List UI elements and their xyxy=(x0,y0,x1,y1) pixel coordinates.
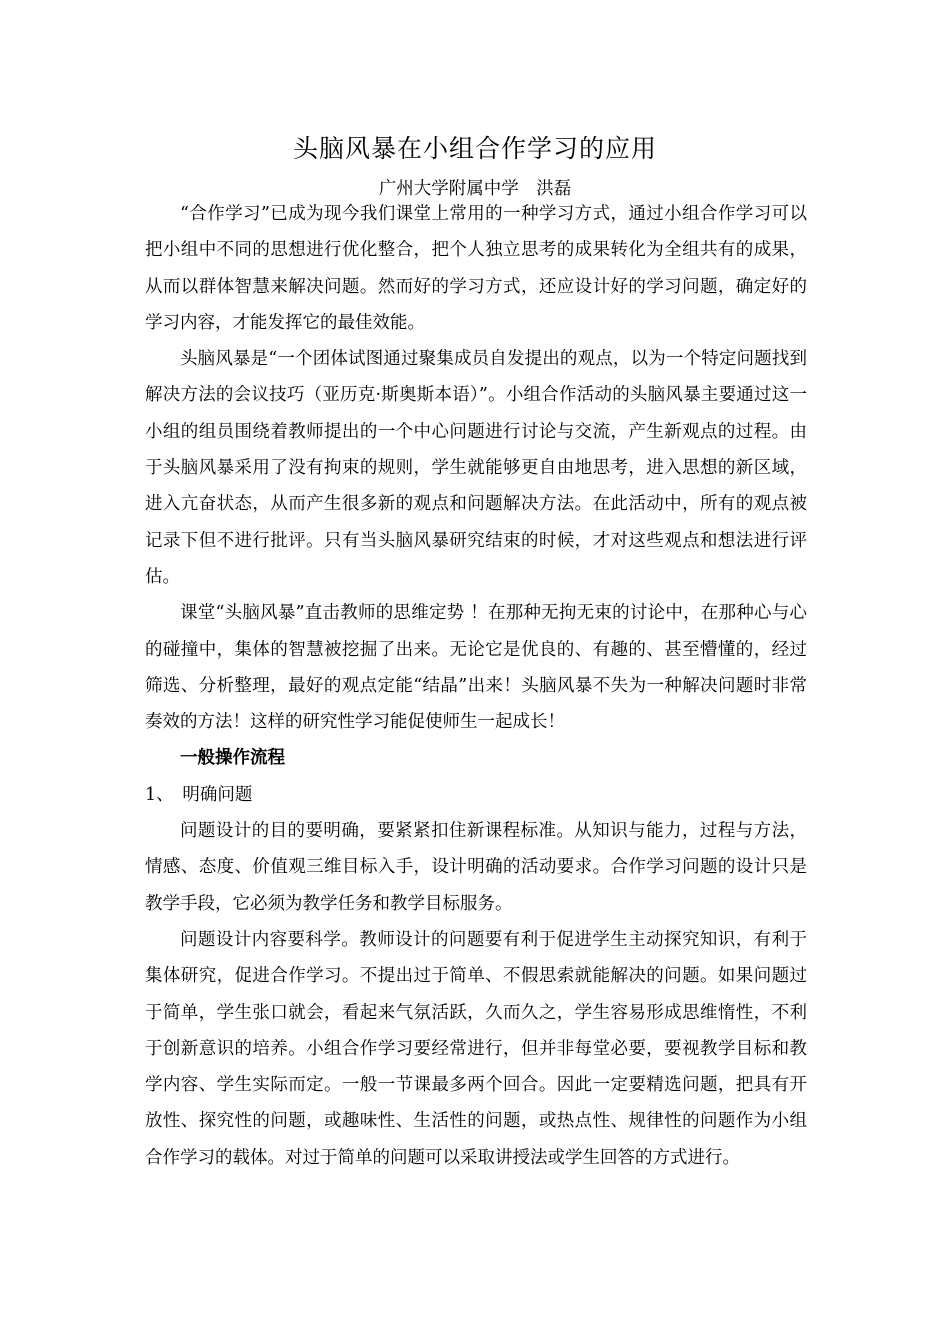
paragraph-content: 问题设计内容要科学。教师设计的问题要有利于促进学生主动探究知识，有利于集体研究，促进合作学习。不提出过于简单、不假思索就能解决的问题。如果问题过于简单，学生张口就会，看起来气氛活跃，久而久之，学生容易形成思维惰性，不利于创新意识的培养。小组合作学习要经常进行，但并非每堂必要，要视教学目标和教学内容、学生实际而定。一般一节课最多两个回合。因此一定要精选问题，把具有开放性、探究性的问题，或趣味性、生活性的问题，或热点性、规律性的问题作为小组合作学习的载体。对过于简单的问题可以采取讲授法或学生回答的方式进行。 xyxy=(145,929,807,1168)
paragraph-purpose: 问题设计的目的要明确，要紧紧扣住新课程标准。从知识与能力，过程与方法，情感、态度、价值观三维目标入手，设计明确的活动要求。合作学习问题的设计只是教学手段，它必须为教学任务和教学目标服务。 xyxy=(145,821,807,914)
document-title: 头脑风暴在小组合作学习的应用 xyxy=(292,134,657,163)
paragraph-definition: 头脑风暴是“一个团体试图通过聚集成员自发提出的观点，以为一个特定问题找到解决方法的会议技巧（亚历克·斯奥斯本语）”。小组合作活动的头脑风暴主要通过这一小组的组员围绕着教师提出的一个中心问题进行讨论与交流，产生新观点的过程。由于头脑风暴采用了没有拘束的规则，学生就能够更自由地思考，进入思想的新区域，进入亢奋状态，从而产生很多新的观点和问题解决方法。在此活动中，所有的观点被记录下但不进行批评。只有当头脑风暴研究结束的时候，才对这些观点和想法进行评估。 xyxy=(145,349,807,587)
paragraph-classroom: 课堂“头脑风暴”直击教师的思维定势 ！在那种无拘无束的讨论中，在那种心与心的碰撞中，集体的智慧被挖掘了出来。无论它是优良的、有趣的、甚至懵懂的，经过筛选、分析整理，最好的观点定能“结晶”出来！头脑风暴不失为一种解决问题时非常奏效的方法！这样的研究性学习能促使师生一起成长！ xyxy=(145,603,807,733)
list-item-1: 1、 明确问题 xyxy=(145,784,253,805)
paragraph-intro: “合作学习”已成为现今我们课堂上常用的一种学习方式，通过小组合作学习可以把小组中不同的思想进行优化整合，把个人独立思考的成果转化为全组共有的成果，从而以群体智慧来解决问题。然而好的学习方式，还应设计好的学习问题，确定好的学习内容，才能发挥它的最佳效能。 xyxy=(145,204,807,333)
document-body xyxy=(145,196,807,1176)
section-heading: 一般操作流程 xyxy=(180,748,285,769)
author-byline: 广州大学附属中学 洪磊 xyxy=(378,179,572,199)
